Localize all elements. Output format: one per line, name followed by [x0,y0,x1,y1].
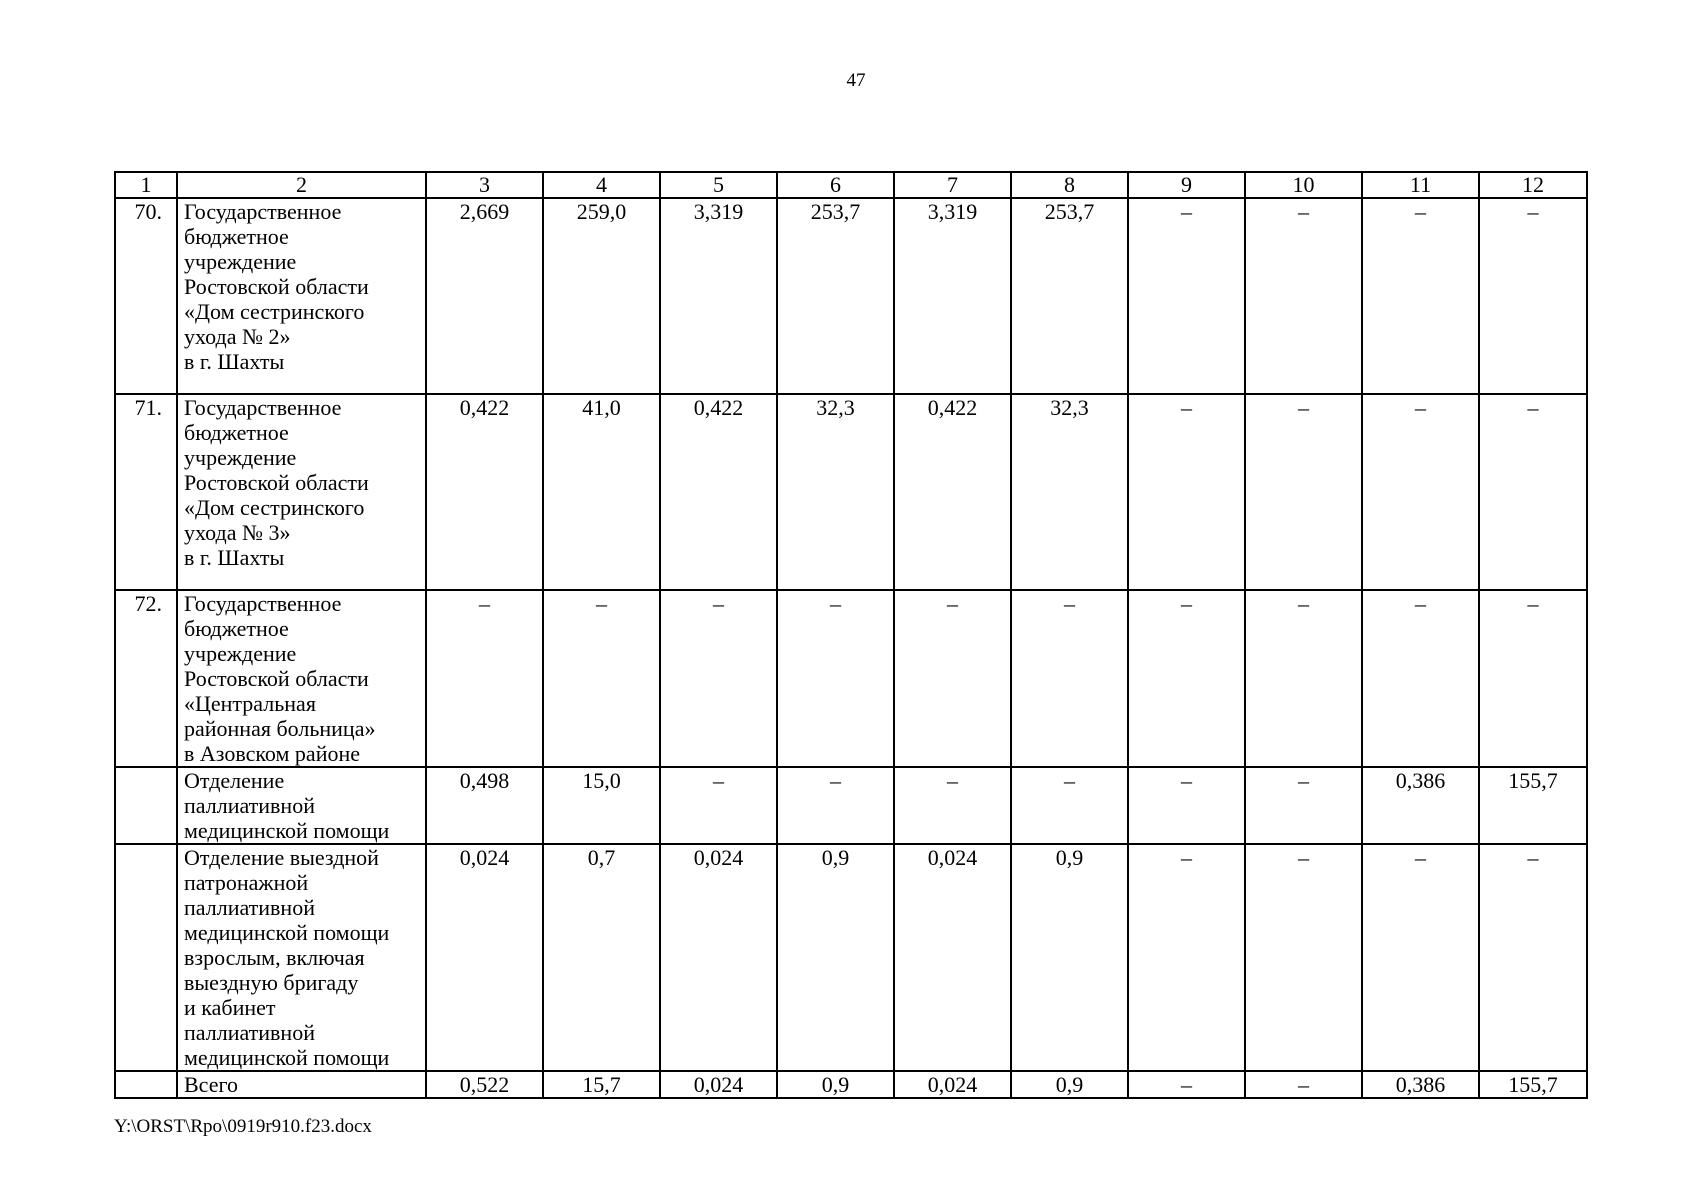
value-cell: 15,0 [543,767,660,844]
value-cell: 0,024 [894,1071,1011,1098]
header-cell: 9 [1128,172,1245,198]
value-cell: 0,9 [777,1071,894,1098]
value-cell: 32,3 [1011,394,1128,590]
table-row [115,198,1587,394]
value-cell: – [1362,198,1479,394]
header-cell: 12 [1479,172,1587,198]
department-name: Отделение выездной патронажной паллиативной медицинской помощи взрослым, включая выездную бригаду и кабинет паллиативной медицинской помощи [177,844,426,1071]
header-cell: 1 [115,172,177,198]
value-cell: – [1362,590,1479,767]
table-row-total [115,1071,1587,1098]
value-cell: 0,422 [660,394,777,590]
value-cell: 15,7 [543,1071,660,1098]
department-name: Отделение паллиативной медицинской помощи [177,767,426,844]
value-cell: – [1245,767,1362,844]
header-cell: 5 [660,172,777,198]
row-number [115,1071,177,1098]
header-cell: 3 [426,172,543,198]
file-path-footer: Y:\ORST\Rpo\0919r910.f23.docx [114,1116,372,1137]
value-cell: 0,522 [426,1071,543,1098]
header-cell: 6 [777,172,894,198]
row-number: 72. [115,590,177,767]
value-cell: – [1479,198,1587,394]
value-cell: – [1479,844,1587,1071]
value-cell: – [1128,767,1245,844]
value-cell: – [777,767,894,844]
row-number [115,844,177,1071]
row-number: 70. [115,198,177,394]
row-number [115,767,177,844]
table-row [115,767,1587,844]
value-cell: – [1479,590,1587,767]
row-number: 71. [115,394,177,590]
value-cell: 41,0 [543,394,660,590]
value-cell: – [426,590,543,767]
value-cell: – [1011,590,1128,767]
value-cell: 0,498 [426,767,543,844]
table-row [115,590,1587,767]
institution-name: Государственное бюджетное учреждение Ростовской области «Центральная районная больница» в Азовском районе [177,590,426,767]
value-cell: 155,7 [1479,1071,1587,1098]
institution-name: Государственное бюджетное учреждение Ростовской области «Дом сестринского ухода № 2» в г. Шахты [177,198,426,394]
value-cell: 0,422 [894,394,1011,590]
value-cell: – [1128,394,1245,590]
value-cell: – [543,590,660,767]
value-cell: – [1362,844,1479,1071]
value-cell: 3,319 [894,198,1011,394]
value-cell: – [1479,394,1587,590]
value-cell: 155,7 [1479,767,1587,844]
value-cell: 0,386 [1362,767,1479,844]
value-cell: 0,024 [660,1071,777,1098]
value-cell: – [1128,590,1245,767]
value-cell: 0,7 [543,844,660,1071]
value-cell: – [1128,1071,1245,1098]
value-cell: 253,7 [1011,198,1128,394]
total-label: Всего [177,1071,426,1098]
value-cell: 0,9 [1011,844,1128,1071]
value-cell: – [660,590,777,767]
header-cell: 8 [1011,172,1128,198]
value-cell: – [1362,394,1479,590]
value-cell: 2,669 [426,198,543,394]
value-cell: – [1245,1071,1362,1098]
value-cell: – [660,767,777,844]
institution-name: Государственное бюджетное учреждение Ростовской области «Дом сестринского ухода № 3» в г. Шахты [177,394,426,590]
page-number: 47 [846,70,866,91]
data-table [114,171,1588,1099]
value-cell: – [894,590,1011,767]
header-cell: 11 [1362,172,1479,198]
value-cell: – [1245,590,1362,767]
value-cell: 253,7 [777,198,894,394]
table-row [115,394,1587,590]
value-cell: 0,9 [777,844,894,1071]
header-cell: 7 [894,172,1011,198]
value-cell: – [1128,198,1245,394]
value-cell: 0,9 [1011,1071,1128,1098]
value-cell: – [1245,394,1362,590]
value-cell: – [1245,844,1362,1071]
value-cell: 0,386 [1362,1071,1479,1098]
table-header-row [115,172,1587,198]
header-cell: 10 [1245,172,1362,198]
value-cell: 32,3 [777,394,894,590]
table-row [115,844,1587,1071]
value-cell: 0,024 [660,844,777,1071]
value-cell: – [1011,767,1128,844]
value-cell: 259,0 [543,198,660,394]
header-cell: 2 [177,172,426,198]
value-cell: 0,024 [894,844,1011,1071]
value-cell: – [894,767,1011,844]
value-cell: 0,422 [426,394,543,590]
value-cell: – [1245,198,1362,394]
value-cell: – [1128,844,1245,1071]
value-cell: 3,319 [660,198,777,394]
value-cell: – [777,590,894,767]
value-cell: 0,024 [426,844,543,1071]
header-cell: 4 [543,172,660,198]
